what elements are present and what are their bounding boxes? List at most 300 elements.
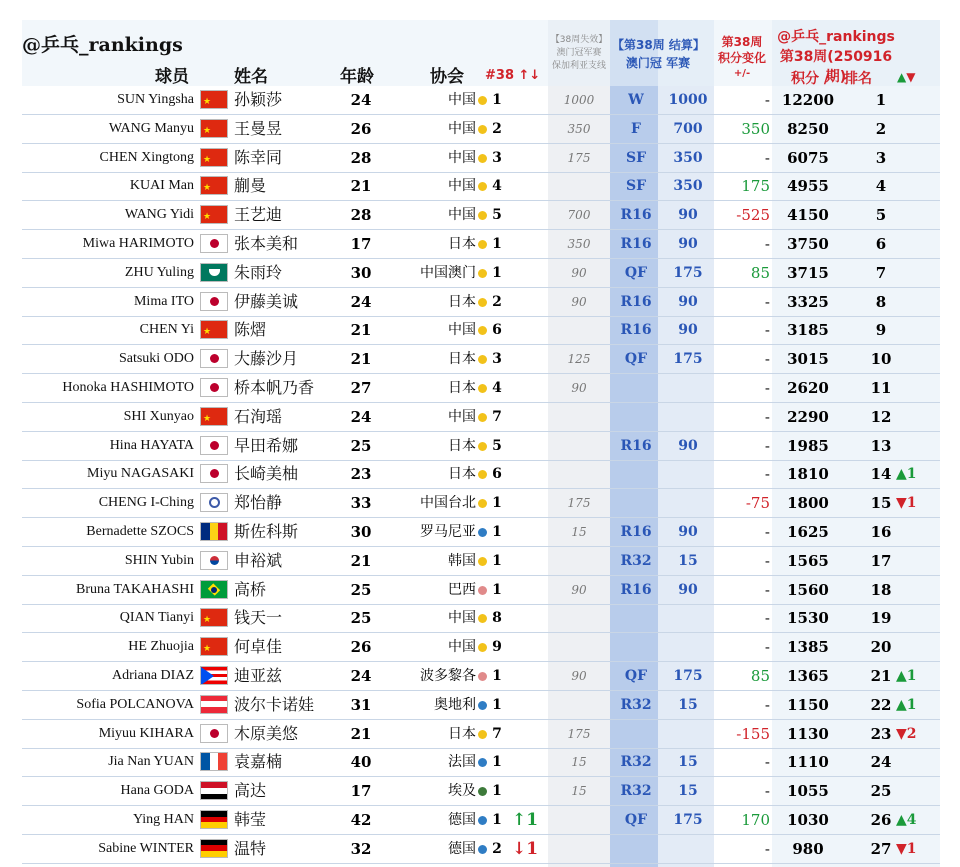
assoc-rank-move — [512, 144, 530, 172]
table-row — [22, 230, 940, 259]
br-flag-icon — [200, 580, 228, 599]
total-points: 1110 — [787, 753, 829, 772]
macau-stage: R32 — [620, 696, 652, 713]
drop-points-header — [548, 34, 610, 73]
points-change: - — [764, 321, 770, 340]
macau-header-line: 【第38周 结算】 — [612, 38, 705, 52]
assoc-rank: 4 — [492, 178, 502, 195]
rank-move — [896, 201, 940, 229]
rank-move: ▼1 — [896, 840, 917, 857]
region-dot-icon — [478, 182, 487, 191]
player-name-cn: 朱雨玲 — [234, 262, 283, 282]
world-rank: 19 — [870, 609, 892, 628]
assoc-rank: 1 — [492, 92, 502, 108]
dropping-points — [548, 432, 610, 460]
drop-header-line: 【38周失效】 — [550, 35, 608, 45]
macau-points — [662, 835, 714, 863]
association: 日本 — [448, 380, 476, 396]
rank-move: ▲1 — [896, 466, 917, 483]
points-change: - — [764, 638, 770, 657]
rank-move — [896, 288, 940, 316]
total-points: 1625 — [787, 523, 829, 541]
world-rank: 9 — [875, 321, 887, 340]
assoc-rank-move — [512, 748, 530, 776]
macau-stage — [616, 720, 656, 748]
world-rank: 27 — [870, 839, 892, 858]
player-name-en: SHIN Yubin — [124, 552, 194, 568]
player-age: 24 — [350, 667, 372, 685]
macau-stage: R32 — [620, 552, 652, 569]
world-rank: 16 — [870, 523, 892, 541]
world-rank: 25 — [870, 782, 892, 801]
player-age: 30 — [350, 263, 372, 282]
macau-points: 700 — [673, 120, 703, 137]
total-points: 4150 — [787, 206, 829, 225]
player-name-en: WANG Manyu — [108, 120, 194, 136]
player-age: 28 — [350, 148, 372, 167]
assoc-rank-move: ↓1 — [512, 838, 539, 859]
points-change: 85 — [750, 667, 770, 685]
assoc-rank-move — [512, 316, 530, 344]
player-name-cn: 王曼昱 — [234, 118, 283, 138]
player-name-en: QIAN Tianyi — [119, 610, 194, 626]
macau-points: 90 — [678, 437, 698, 454]
macau-points — [662, 460, 714, 488]
player-name-en: CHENG I-Ching — [98, 495, 194, 511]
assoc-rank-move — [512, 547, 530, 575]
region-dot-icon — [478, 154, 487, 163]
points-change: - — [764, 753, 770, 772]
world-rank: 11 — [870, 379, 892, 397]
macau-points: 175 — [673, 812, 703, 828]
player-name-en: Miyuu KIHARA — [98, 725, 194, 741]
macau-stage: F — [631, 120, 641, 137]
period-label: 第38周(250916期) — [779, 49, 893, 85]
assoc-rank: 1 — [492, 581, 502, 598]
table-row — [22, 144, 940, 173]
association: 法国 — [448, 754, 476, 771]
table-row — [22, 288, 940, 317]
dropping-points: 175 — [567, 150, 591, 165]
table-row — [22, 201, 940, 230]
at-flag-icon — [200, 695, 228, 714]
total-points: 4955 — [787, 177, 829, 196]
macau-stage: R16 — [620, 293, 652, 310]
assoc-rank: 3 — [492, 149, 502, 166]
world-rank: 21 — [870, 667, 892, 685]
change-header-line: 积分变化 — [717, 51, 766, 65]
table-row — [22, 691, 940, 720]
association: 中国 — [448, 120, 476, 137]
association: 中国 — [448, 178, 476, 195]
points-change: - — [764, 350, 770, 369]
total-points: 2620 — [787, 379, 829, 397]
region-dot-icon — [478, 269, 487, 278]
dropping-points — [548, 604, 610, 632]
table-row — [22, 806, 940, 835]
macau-stage: R32 — [620, 754, 652, 771]
macau-points: 350 — [673, 178, 703, 195]
assoc-rank: 6 — [492, 466, 502, 483]
points-change: - — [764, 695, 770, 714]
change-header — [713, 34, 771, 82]
macau-header — [612, 36, 704, 72]
macau-points: 15 — [678, 783, 698, 800]
player-name-cn: 何卓佳 — [234, 637, 283, 657]
assoc-rank-move — [512, 633, 530, 661]
points-change: 85 — [750, 263, 770, 282]
assoc-rank-move — [512, 518, 530, 546]
player-name-en: Adriana DIAZ — [111, 668, 194, 683]
world-rank: 14 — [870, 465, 892, 484]
fr-flag-icon — [200, 752, 228, 771]
rank-move — [896, 633, 940, 661]
player-age: 24 — [350, 292, 372, 311]
assoc-rank-move — [512, 230, 530, 258]
table-row — [22, 604, 940, 633]
ro-flag-icon — [200, 522, 228, 541]
assoc-rank: 6 — [492, 322, 502, 339]
points-change: - — [764, 91, 770, 109]
player-name-en: Hina HAYATA — [109, 437, 194, 453]
assoc-rank-move — [512, 489, 530, 517]
assoc-rank: 1 — [492, 495, 502, 512]
col-rank-header: 排名 — [844, 71, 872, 87]
player-name-en: Ying HAN — [132, 812, 194, 827]
dropping-points: 90 — [571, 381, 587, 395]
assoc-rank: 5 — [492, 437, 502, 454]
association: 德国 — [448, 840, 476, 857]
dropping-points: 1000 — [563, 93, 595, 107]
rank-move — [896, 432, 940, 460]
total-points: 1130 — [787, 724, 829, 743]
points-change: - — [764, 235, 770, 253]
total-points: 1385 — [787, 638, 829, 657]
assoc-rank-move: ↑1 — [512, 810, 539, 830]
assoc-rank: 2 — [492, 293, 502, 310]
assoc-rank: 7 — [492, 725, 502, 742]
assoc-rank: 1 — [492, 783, 502, 800]
assoc-rank-move — [512, 345, 530, 373]
total-points: 8250 — [787, 119, 829, 138]
association: 日本 — [448, 236, 476, 252]
association: 中国 — [448, 408, 476, 425]
player-name-cn: 迪亚兹 — [234, 666, 283, 685]
macau-points — [662, 633, 714, 661]
dropping-points: 350 — [567, 237, 591, 251]
table-row — [22, 489, 940, 518]
world-rank: 6 — [875, 235, 887, 253]
macau-stage — [616, 604, 656, 632]
assoc-rank: 5 — [492, 207, 502, 224]
world-rank: 8 — [875, 292, 887, 311]
region-dot-icon — [478, 125, 487, 134]
total-points: 1985 — [787, 436, 829, 455]
macau-stage: QF — [624, 264, 648, 281]
points-change: - — [764, 551, 770, 570]
player-name-cn: 高桥 — [234, 579, 267, 599]
player-name-cn: 袁嘉楠 — [234, 752, 283, 772]
macau-points: 90 — [678, 293, 698, 310]
dropping-points — [548, 316, 610, 344]
macau-stage: R16 — [620, 236, 652, 252]
dropping-points — [548, 172, 610, 200]
player-name-en: CHEN Xingtong — [99, 149, 194, 165]
cn-flag-icon: ★ — [200, 205, 228, 224]
dropping-points: 15 — [571, 525, 587, 539]
macau-header-line: 澳门冠 军赛 — [625, 56, 691, 70]
change-header-line: +/- — [733, 68, 751, 79]
player-age: 24 — [350, 91, 372, 109]
rank-move-header — [897, 70, 915, 84]
assoc-rank-move — [512, 460, 530, 488]
player-name-en: SHI Xunyao — [123, 408, 194, 424]
points-change: 175 — [741, 177, 770, 196]
player-name-en: KUAI Man — [129, 178, 194, 194]
table-row — [22, 662, 940, 691]
player-name-en: HE Zhuojia — [128, 639, 194, 655]
region-dot-icon — [478, 758, 487, 767]
macau-points: 175 — [673, 351, 703, 368]
dropping-points: 15 — [571, 755, 587, 770]
macau-points: 90 — [678, 236, 698, 252]
change-header-line: 第38周 — [721, 35, 763, 49]
assoc-rank-move — [512, 374, 530, 402]
rank-move — [896, 547, 940, 575]
mo-flag-icon — [200, 263, 228, 282]
table-row — [22, 403, 940, 432]
association: 奥地利 — [434, 696, 476, 713]
region-dot-icon — [478, 787, 487, 796]
assoc-rank-move — [512, 288, 530, 316]
player-age: 40 — [350, 753, 372, 772]
assoc-rank: 1 — [492, 754, 502, 771]
drop-header-line: 澳门冠军赛 — [556, 48, 602, 58]
player-name-cn: 高达 — [234, 781, 267, 801]
dropping-points: 90 — [571, 582, 587, 597]
cn-flag-icon: ★ — [200, 608, 228, 627]
total-points: 1150 — [787, 695, 829, 714]
jp-flag-icon — [200, 436, 228, 455]
macau-points: 90 — [678, 524, 698, 540]
jp-flag-icon — [200, 464, 228, 483]
player-age: 25 — [350, 580, 372, 599]
points-change: - — [764, 782, 770, 801]
association: 巴西 — [448, 581, 476, 598]
total-points: 980 — [792, 839, 824, 858]
player-age: 33 — [350, 494, 372, 513]
cn-flag-icon: ★ — [200, 320, 228, 339]
up-arrow-icon: ▲ — [897, 70, 907, 84]
assoc-rank-move — [512, 259, 530, 287]
region-dot-icon — [478, 355, 487, 364]
world-rank: 22 — [870, 695, 892, 714]
dropping-points — [548, 460, 610, 488]
dropping-points: 125 — [567, 352, 591, 367]
cn-flag-icon: ★ — [200, 176, 228, 195]
macau-stage: QF — [624, 668, 648, 684]
world-rank: 17 — [870, 551, 892, 570]
association: 日本 — [448, 293, 476, 310]
player-age: 21 — [350, 724, 372, 743]
macau-points: 15 — [678, 552, 698, 569]
table-row — [22, 835, 940, 864]
jp-flag-icon — [200, 724, 228, 743]
rank-move: ▲1 — [896, 668, 917, 684]
macau-points: 90 — [678, 581, 698, 598]
world-rank: 15 — [870, 494, 892, 513]
rank-move — [896, 259, 940, 287]
world-rank: 1 — [875, 91, 887, 109]
assoc-rank: 1 — [492, 696, 502, 713]
macau-points — [662, 489, 714, 517]
player-age: 25 — [350, 436, 372, 455]
total-points: 1055 — [787, 782, 829, 801]
rank-move: ▼2 — [896, 725, 917, 742]
world-rank: 10 — [870, 350, 892, 369]
drop-header-line: 保加利亚支线 — [551, 61, 606, 71]
macau-stage: QF — [624, 812, 648, 828]
jp-flag-icon — [200, 378, 228, 397]
macau-stage: SF — [625, 149, 647, 166]
eg-flag-icon — [200, 781, 228, 800]
association: 罗马尼亚 — [420, 524, 476, 540]
macau-stage: QF — [624, 351, 648, 368]
player-name-cn: 大藤沙月 — [234, 349, 299, 369]
macau-stage: R16 — [620, 524, 652, 540]
assoc-rank: 2 — [492, 840, 502, 857]
association: 日本 — [448, 466, 476, 483]
dropping-points: 90 — [571, 669, 587, 683]
association: 中国 — [448, 149, 476, 166]
col-name-header: 姓名 — [234, 67, 268, 87]
player-name-en: ZHU Yuling — [124, 264, 194, 280]
assoc-rank: 2 — [492, 120, 502, 137]
association: 波多黎各 — [420, 668, 476, 684]
world-rank: 4 — [875, 177, 887, 196]
player-name-en: Bernadette SZOCS — [86, 524, 194, 539]
points-change: - — [764, 523, 770, 541]
assoc-rank-header: #38 ↑↓ — [485, 68, 541, 83]
region-dot-icon — [478, 528, 487, 537]
player-name-cn: 孙颖莎 — [234, 90, 283, 109]
region-dot-icon — [478, 326, 487, 335]
world-rank: 23 — [870, 724, 892, 743]
cn-flag-icon: ★ — [200, 90, 228, 109]
macau-points: 1000 — [668, 92, 708, 108]
assoc-rank: 7 — [492, 408, 502, 425]
macau-points — [662, 374, 714, 402]
col-player-header: 球员 — [155, 67, 189, 87]
region-dot-icon — [478, 96, 487, 105]
region-dot-icon — [478, 701, 487, 710]
player-age: 28 — [350, 206, 372, 225]
player-age: 17 — [350, 782, 372, 801]
assoc-rank: 1 — [492, 236, 502, 252]
rank-move — [896, 86, 940, 114]
association: 日本 — [448, 351, 476, 368]
assoc-rank-move — [512, 777, 530, 805]
assoc-rank-move — [512, 720, 530, 748]
macau-points — [662, 604, 714, 632]
right-handle: @乒乓_rankings — [777, 29, 895, 45]
col-assoc-header: 协会 — [430, 67, 464, 87]
rank-move — [896, 518, 940, 546]
player-age: 21 — [350, 551, 372, 570]
rank-move: ▼1 — [896, 495, 917, 512]
association: 中国 — [448, 322, 476, 339]
assoc-rank-move — [512, 403, 530, 431]
world-rank: 2 — [875, 119, 887, 138]
macau-stage — [616, 633, 656, 661]
table-row — [22, 748, 940, 777]
region-dot-icon — [478, 730, 487, 739]
region-dot-icon — [478, 586, 487, 595]
player-name-cn: 申裕斌 — [234, 550, 283, 570]
de-flag-icon — [200, 810, 228, 829]
dropping-points — [548, 835, 610, 863]
assoc-rank: 8 — [492, 610, 502, 627]
rank-move: ▲4 — [896, 812, 917, 828]
dropping-points: 175 — [567, 496, 591, 511]
region-dot-icon — [478, 643, 487, 652]
association: 德国 — [448, 812, 476, 828]
dropping-points: 90 — [571, 265, 587, 280]
dropping-points — [548, 633, 610, 661]
world-rank: 12 — [870, 407, 892, 426]
points-change: 170 — [741, 811, 770, 829]
world-rank: 7 — [875, 263, 887, 282]
rank-move — [896, 316, 940, 344]
macau-points: 90 — [678, 322, 698, 339]
dropping-points — [548, 806, 610, 834]
macau-stage — [616, 835, 656, 863]
jp-flag-icon — [200, 349, 228, 368]
cn-flag-icon: ★ — [200, 119, 228, 138]
dropping-points — [548, 691, 610, 719]
assoc-rank-move — [512, 115, 530, 143]
macau-stage: SF — [625, 178, 647, 195]
player-name-cn: 陈幸同 — [234, 147, 283, 167]
rank-move — [896, 172, 940, 200]
macau-stage: R32 — [620, 783, 652, 800]
assoc-rank-move — [512, 691, 530, 719]
table-row — [22, 633, 940, 662]
world-rank: 18 — [870, 580, 892, 599]
region-dot-icon — [478, 470, 487, 479]
region-dot-icon — [478, 211, 487, 220]
association: 中国 — [448, 207, 476, 224]
region-dot-icon — [478, 384, 487, 393]
dropping-points: 350 — [567, 121, 591, 136]
table-row — [22, 374, 940, 403]
player-age: 23 — [350, 465, 372, 484]
total-points: 6075 — [787, 148, 829, 167]
table-row — [22, 316, 940, 345]
table-row — [22, 115, 940, 144]
macau-stage — [616, 489, 656, 517]
dropping-points: 90 — [571, 294, 587, 309]
assoc-rank: 1 — [492, 524, 502, 540]
player-name-cn: 木原美悠 — [234, 723, 299, 743]
assoc-rank-move — [512, 604, 530, 632]
player-name-cn: 郑怡静 — [234, 493, 283, 513]
total-points: 2290 — [787, 407, 829, 426]
kr-flag-icon — [200, 551, 228, 570]
macau-stage: R16 — [620, 581, 652, 598]
region-dot-icon — [478, 672, 487, 681]
assoc-rank-move — [512, 86, 530, 114]
